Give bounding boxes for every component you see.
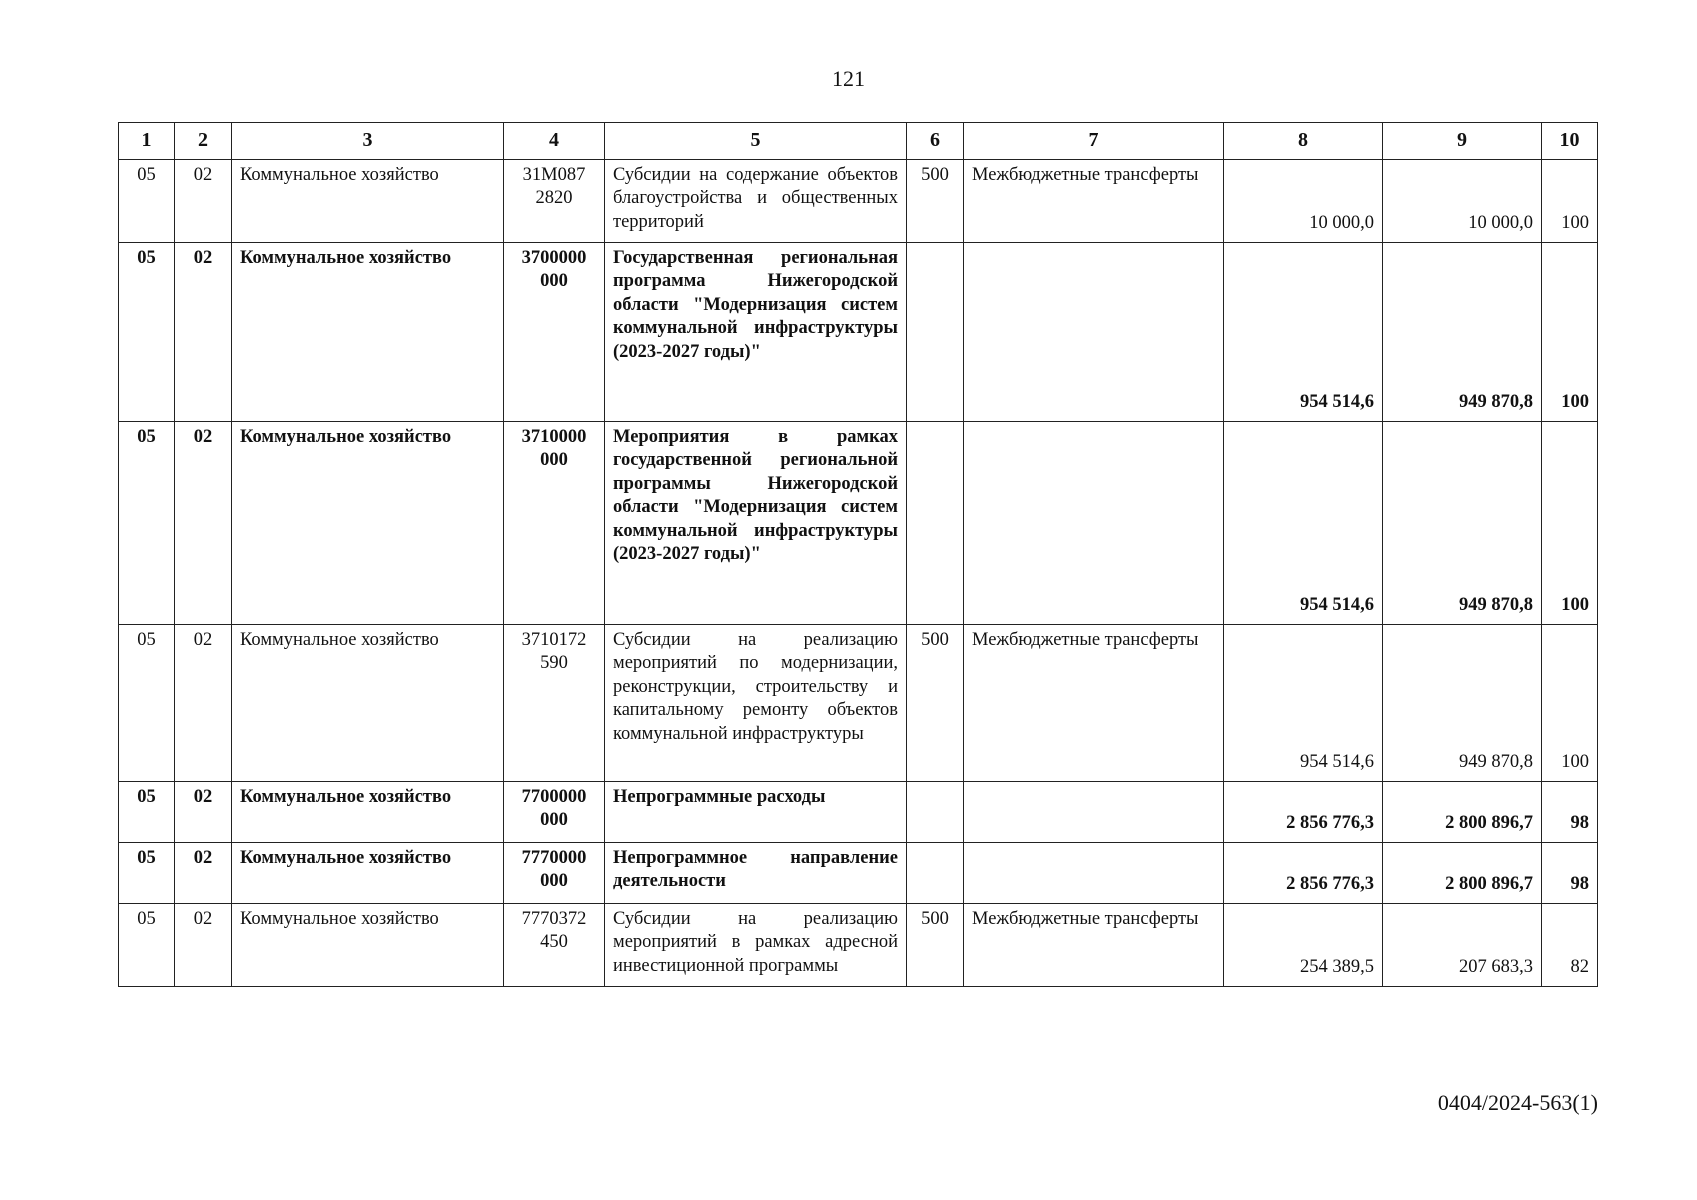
header-col-4: 4 xyxy=(504,123,605,160)
execution-percent: 100 xyxy=(1542,159,1598,242)
budget-table xyxy=(118,122,1598,987)
execution-percent: 82 xyxy=(1542,903,1598,986)
section-code: 05 xyxy=(119,421,175,624)
actual-amount: 10 000,0 xyxy=(1383,159,1542,242)
target-code xyxy=(504,842,605,903)
subsection-code: 02 xyxy=(175,159,232,242)
target-code xyxy=(504,242,605,421)
expense-type-code: 500 xyxy=(907,903,964,986)
document-code: 0404/2024-563(1) xyxy=(1437,1090,1598,1115)
expense-type-code xyxy=(907,842,964,903)
section-name: Коммунальное хозяйство xyxy=(232,842,504,903)
item-description: Субсидии на реализацию мероприятий по модернизации, реконструкции, строительству и капитальному ремонту объектов коммунальной инфраструктуры xyxy=(605,624,907,781)
header-col-7: 7 xyxy=(964,123,1224,160)
header-col-2: 2 xyxy=(175,123,232,160)
expense-type-code: 500 xyxy=(907,159,964,242)
target-code xyxy=(504,159,605,242)
expense-type-code: 500 xyxy=(907,624,964,781)
target-code-part1: 7770372 xyxy=(521,908,587,929)
table-row xyxy=(119,159,1598,242)
target-code-part2: 2820 xyxy=(535,188,573,208)
table-row xyxy=(119,842,1598,903)
actual-amount: 2 800 896,7 xyxy=(1383,781,1542,842)
target-code-part2: 450 xyxy=(540,932,568,952)
section-name: Коммунальное хозяйство xyxy=(232,421,504,624)
subsection-code: 02 xyxy=(175,624,232,781)
table-row xyxy=(119,624,1598,781)
subsection-code: 02 xyxy=(175,242,232,421)
section-code: 05 xyxy=(119,842,175,903)
section-code: 05 xyxy=(119,781,175,842)
section-code: 05 xyxy=(119,242,175,421)
target-code-part1: 7770000 xyxy=(521,847,587,868)
subsection-code: 02 xyxy=(175,421,232,624)
subsection-code: 02 xyxy=(175,842,232,903)
section-name: Коммунальное хозяйство xyxy=(232,624,504,781)
actual-amount: 2 800 896,7 xyxy=(1383,842,1542,903)
planned-amount: 2 856 776,3 xyxy=(1224,842,1383,903)
header-col-8: 8 xyxy=(1224,123,1383,160)
target-code-part2: 590 xyxy=(540,653,568,673)
expense-type-name: Межбюджетные трансферты xyxy=(964,903,1224,986)
item-description: Непрограммное направление деятельности xyxy=(605,842,907,903)
header-col-3: 3 xyxy=(232,123,504,160)
planned-amount: 10 000,0 xyxy=(1224,159,1383,242)
table-row xyxy=(119,781,1598,842)
subsection-code: 02 xyxy=(175,903,232,986)
target-code-part1: 7700000 xyxy=(521,786,587,807)
section-code: 05 xyxy=(119,903,175,986)
target-code-part1: 3710172 xyxy=(521,629,587,650)
section-name: Коммунальное хозяйство xyxy=(232,903,504,986)
target-code xyxy=(504,421,605,624)
execution-percent: 100 xyxy=(1542,421,1598,624)
header-col-1: 1 xyxy=(119,123,175,160)
target-code-part1: 3700000 xyxy=(521,247,587,268)
section-code: 05 xyxy=(119,624,175,781)
expense-type-name xyxy=(964,421,1224,624)
item-description: Субсидии на содержание объектов благоустройства и общественных территорий xyxy=(605,159,907,242)
expense-type-name xyxy=(964,781,1224,842)
table-header-row xyxy=(119,123,1598,160)
expense-type-code xyxy=(907,242,964,421)
planned-amount: 254 389,5 xyxy=(1224,903,1383,986)
section-name: Коммунальное хозяйство xyxy=(232,781,504,842)
item-description: Непрограммные расходы xyxy=(605,781,907,842)
target-code-part2: 000 xyxy=(540,271,568,291)
planned-amount: 2 856 776,3 xyxy=(1224,781,1383,842)
item-description: Мероприятия в рамках государственной региональной программы Нижегородской области "Модернизация систем коммунальной инфраструктуры (2023-2027 годы)" xyxy=(605,421,907,624)
table-row xyxy=(119,421,1598,624)
subsection-code: 02 xyxy=(175,781,232,842)
planned-amount: 954 514,6 xyxy=(1224,624,1383,781)
execution-percent: 98 xyxy=(1542,842,1598,903)
target-code xyxy=(504,903,605,986)
expense-type-code xyxy=(907,421,964,624)
section-name: Коммунальное хозяйство xyxy=(232,159,504,242)
target-code xyxy=(504,781,605,842)
target-code xyxy=(504,624,605,781)
planned-amount: 954 514,6 xyxy=(1224,242,1383,421)
planned-amount: 954 514,6 xyxy=(1224,421,1383,624)
target-code-part2: 000 xyxy=(540,810,568,830)
header-col-9: 9 xyxy=(1383,123,1542,160)
header-col-5: 5 xyxy=(605,123,907,160)
actual-amount: 949 870,8 xyxy=(1383,624,1542,781)
header-col-6: 6 xyxy=(907,123,964,160)
expense-type-name xyxy=(964,242,1224,421)
expense-type-name xyxy=(964,842,1224,903)
target-code-part1: 3710000 xyxy=(521,426,587,447)
section-code: 05 xyxy=(119,159,175,242)
table-row xyxy=(119,903,1598,986)
item-description: Субсидии на реализацию мероприятий в рамках адресной инвестиционной программы xyxy=(605,903,907,986)
execution-percent: 100 xyxy=(1542,242,1598,421)
actual-amount: 949 870,8 xyxy=(1383,421,1542,624)
execution-percent: 98 xyxy=(1542,781,1598,842)
item-description: Государственная региональная программа Нижегородской области "Модернизация систем коммунальной инфраструктуры (2023-2027 годы)" xyxy=(605,242,907,421)
target-code-part1: 31М087 xyxy=(522,164,586,185)
execution-percent: 100 xyxy=(1542,624,1598,781)
actual-amount: 949 870,8 xyxy=(1383,242,1542,421)
target-code-part2: 000 xyxy=(540,871,568,891)
section-name: Коммунальное хозяйство xyxy=(232,242,504,421)
header-col-10: 10 xyxy=(1542,123,1598,160)
expense-type-code xyxy=(907,781,964,842)
target-code-part2: 000 xyxy=(540,450,568,470)
page-number: 121 xyxy=(832,66,865,91)
expense-type-name: Межбюджетные трансферты xyxy=(964,624,1224,781)
expense-type-name: Межбюджетные трансферты xyxy=(964,159,1224,242)
actual-amount: 207 683,3 xyxy=(1383,903,1542,986)
table-row xyxy=(119,242,1598,421)
